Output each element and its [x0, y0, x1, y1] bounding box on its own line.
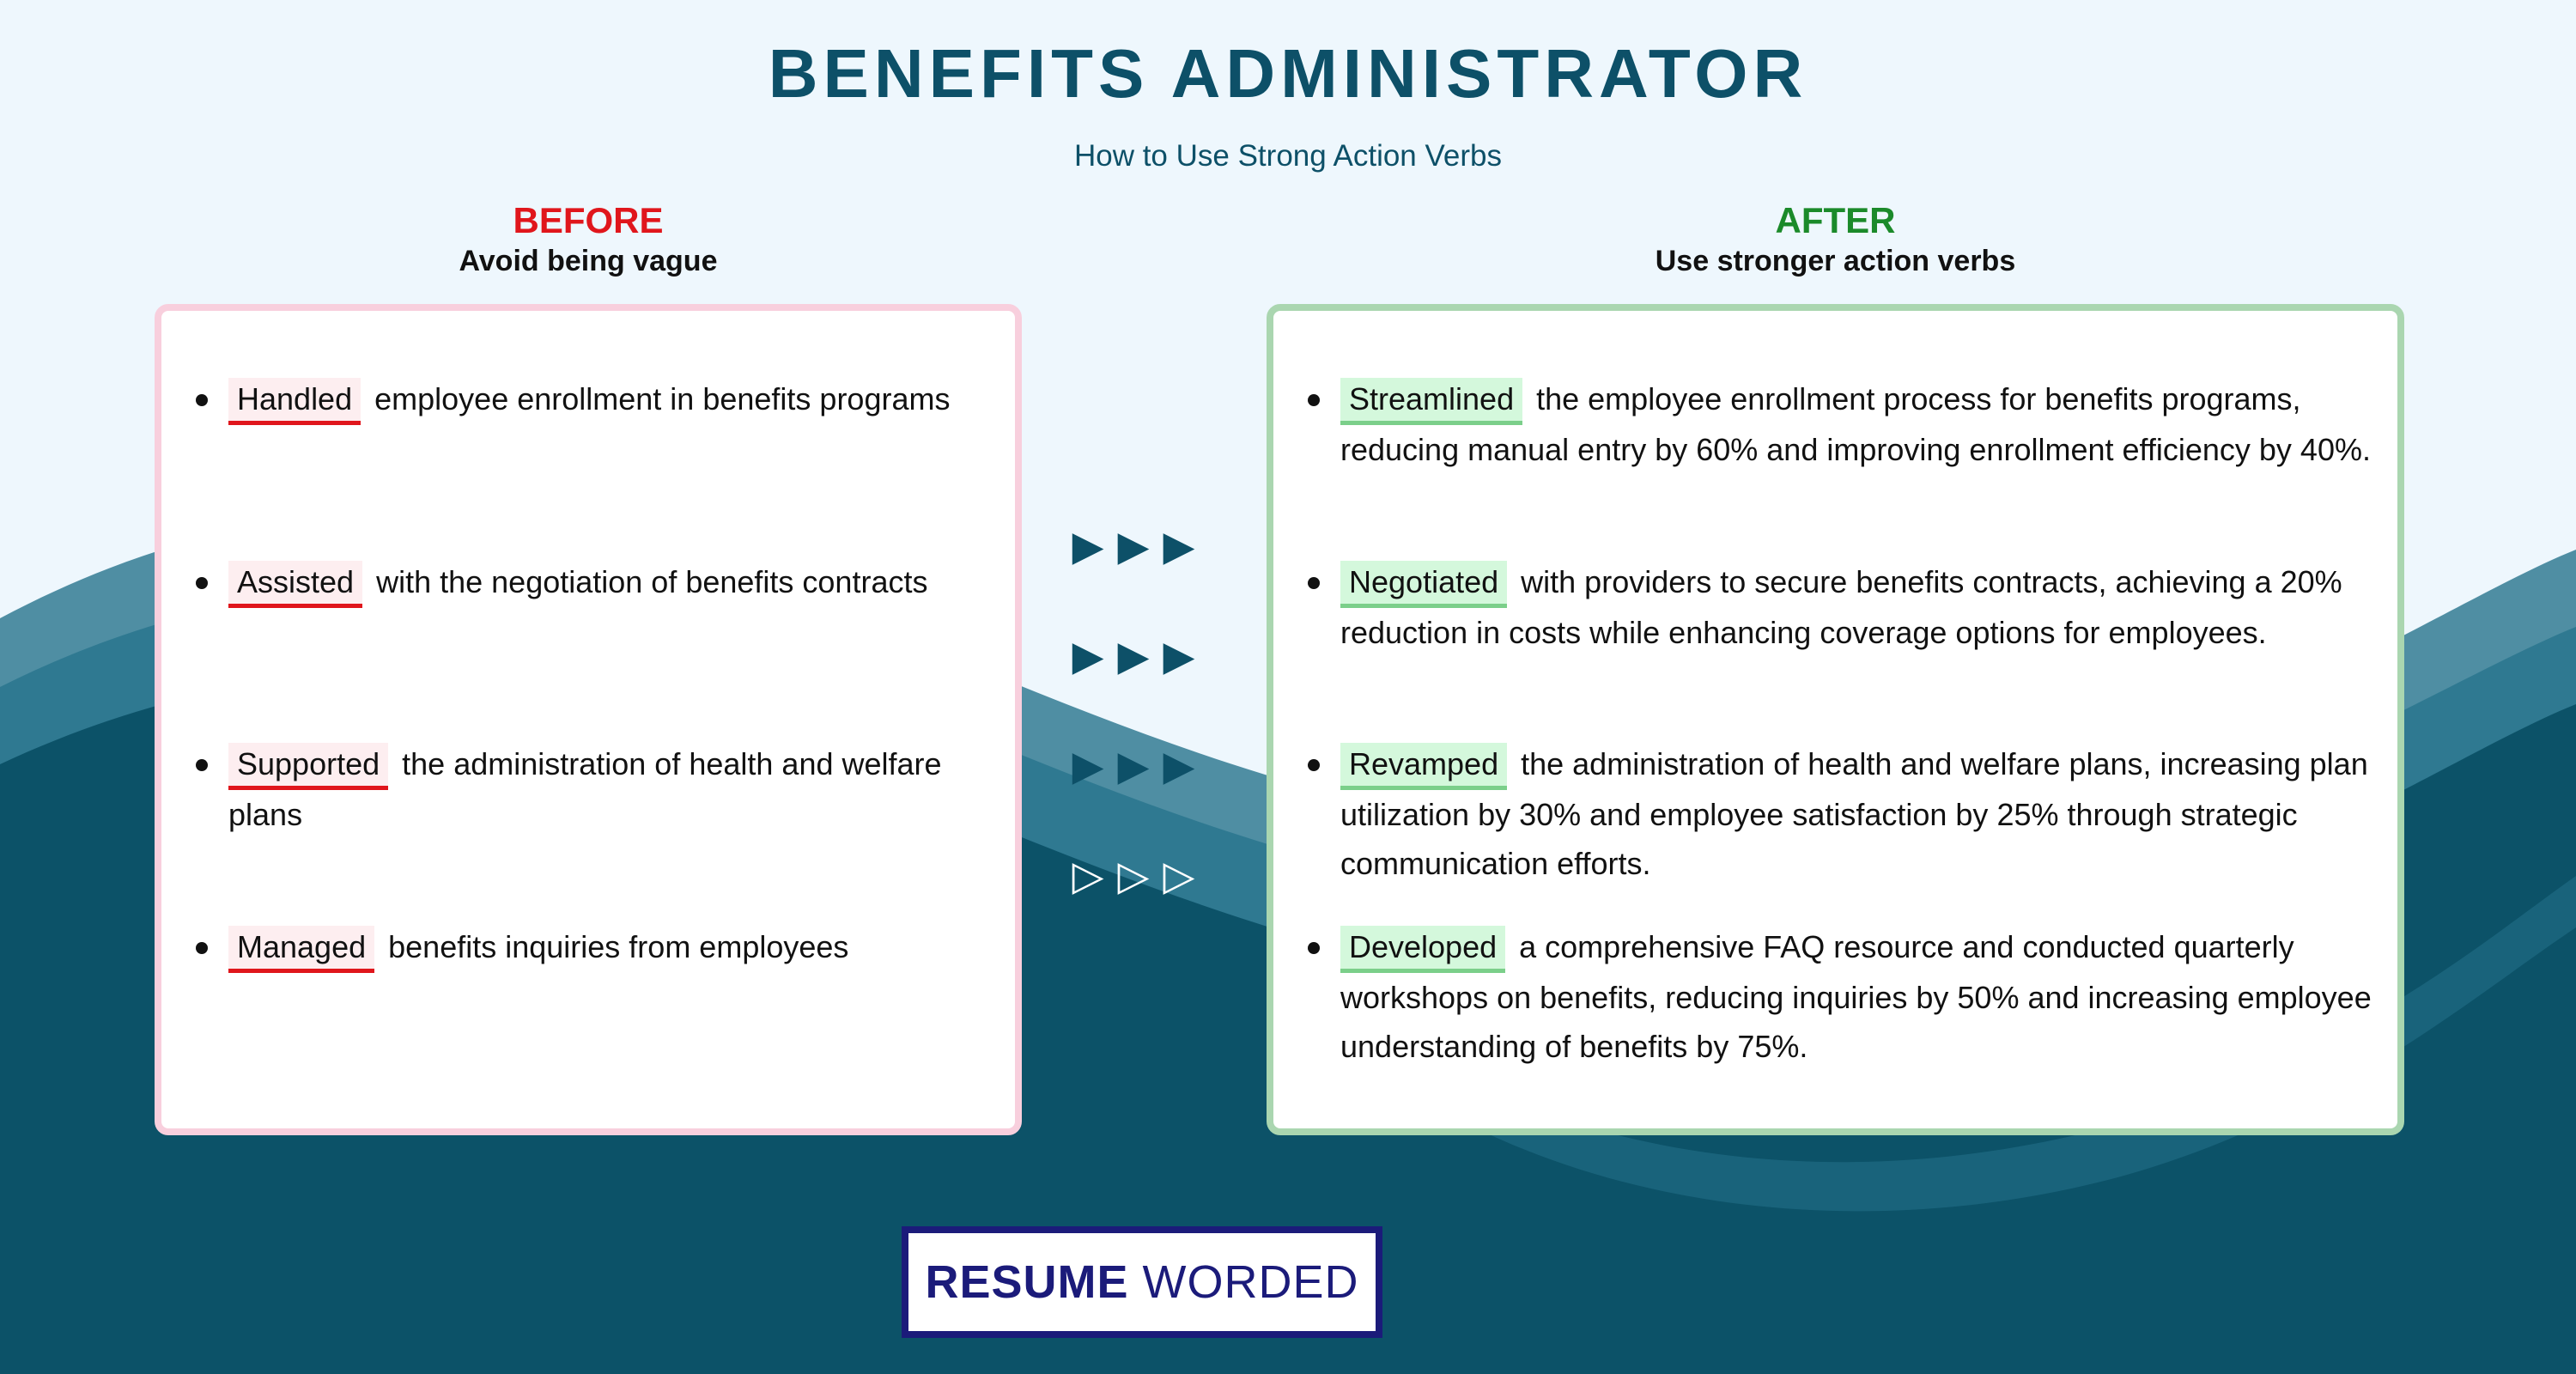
- before-item-text: the administration of health and welfare plans: [228, 746, 942, 832]
- page-title: BENEFITS ADMINISTRATOR: [768, 35, 1808, 112]
- after-card: [1267, 304, 2404, 1135]
- weak-verb: Managed: [228, 926, 374, 973]
- before-item-text: employee enrollment in benefits programs: [374, 381, 951, 416]
- resume-worded-logo: [902, 1226, 1382, 1338]
- weak-verb: Supported: [228, 743, 388, 790]
- before-item: [228, 374, 1001, 425]
- before-item: [228, 922, 1001, 973]
- after-item: [1340, 739, 2379, 888]
- before-sublabel: Avoid being vague: [459, 245, 718, 277]
- before-header: [155, 199, 1022, 280]
- after-item-text: the administration of health and welfare plans, increasing plan utilization by 30% and employee satisfaction by 25% through strategic communication efforts.: [1340, 746, 2368, 881]
- after-header: [1267, 199, 2404, 280]
- strong-verb: Developed: [1340, 926, 1505, 973]
- arrows-hollow: ▷▷▷: [1072, 854, 1209, 899]
- strong-verb: Streamlined: [1340, 378, 1522, 425]
- after-item-text: a comprehensive FAQ resource and conducted quarterly workshops on benefits, reducing inquiries by 50% and increasing employee understanding of benefits by 75%.: [1340, 929, 2372, 1064]
- after-item: [1340, 922, 2379, 1071]
- strong-verb: Negotiated: [1340, 561, 1507, 608]
- after-item: [1340, 374, 2379, 474]
- before-item: [228, 557, 1001, 608]
- strong-verb: Revamped: [1340, 743, 1507, 790]
- before-item-text: benefits inquiries from employees: [388, 929, 849, 964]
- after-label: AFTER: [1775, 200, 1896, 240]
- page-subtitle: How to Use Strong Action Verbs: [1073, 139, 1503, 173]
- logo-bold: RESUME: [925, 1256, 1129, 1308]
- arrows-filled-3: ▶▶▶: [1072, 744, 1209, 789]
- arrows-filled-2: ▶▶▶: [1072, 634, 1209, 679]
- before-label: BEFORE: [513, 200, 664, 240]
- weak-verb: Handled: [228, 378, 361, 425]
- arrows-filled-1: ▶▶▶: [1072, 524, 1209, 569]
- logo-regular: WORDED: [1142, 1256, 1359, 1308]
- after-item: [1340, 557, 2379, 657]
- before-card: [155, 304, 1022, 1135]
- after-sublabel: Use stronger action verbs: [1655, 245, 2016, 277]
- after-item-text: the employee enrollment process for benefits programs, reducing manual entry by 60% and improving enrollment efficiency by 40%.: [1340, 381, 2371, 467]
- before-item-text: with the negotiation of benefits contracts: [376, 564, 928, 599]
- weak-verb: Assisted: [228, 561, 362, 608]
- before-item: [228, 739, 1001, 839]
- after-item-text: with providers to secure benefits contracts, achieving a 20% reduction in costs while enhancing coverage options for employees.: [1340, 564, 2342, 650]
- logo-inner: [908, 1233, 1376, 1331]
